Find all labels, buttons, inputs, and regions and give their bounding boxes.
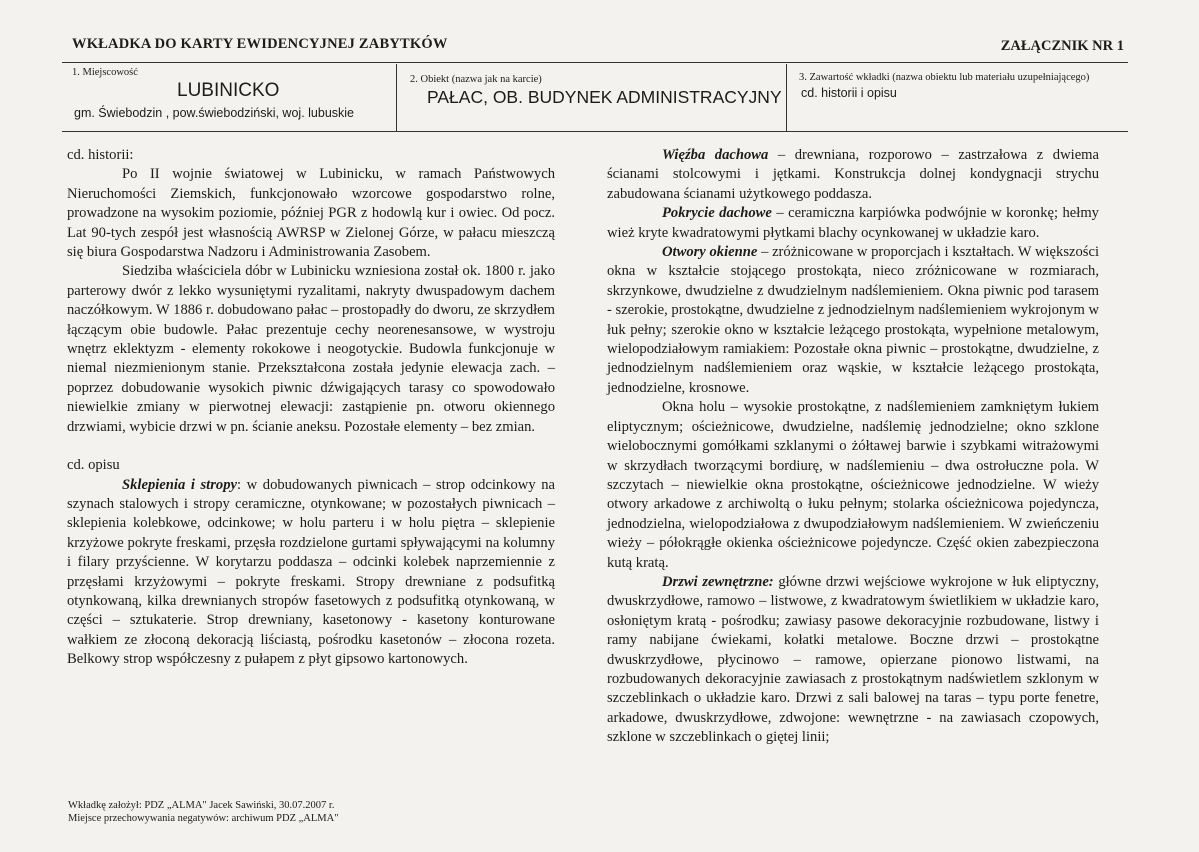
windows-text: – zróżnicowane w proporcjach i kształtach. W większości okna w kształcie stojącego prostokąta, nieco zróżnicowane w rozmiarach, skrzynkowe, dwudzielne z dwudzielnym nadślemieniem. Okna piwnic pod tarasem - szerokie, prostokątne, dwudzielne z jednodzielnym nadślemieniem wykrojonym w łuk pełny; szerokie okno w kształcie leżącego prostokąta, wypełnione metalowym, wielopodziałowym ramiakiem: Pozostałe okna piwnic – prostokątne, dwudzielne, z jednodzielnym nadślemieniem oraz wąskie, w kształcie leżącego prostokąta, jednodzielne, krosnowe. <box>607 244 1099 396</box>
box-divider-2 <box>786 64 787 132</box>
insert-content: cd. historii i opisu <box>801 86 897 100</box>
box3-caption: 3. Zawartość wkładki (nazwa obiektu lub materiału uzupełniającego) <box>799 72 1090 83</box>
header-bottom-rule <box>62 131 1128 132</box>
box2-caption: 2. Obiekt (nazwa jak na karcie) <box>410 74 542 85</box>
roofing-heading: Pokrycie dachowe <box>662 205 772 222</box>
windows-heading: Otwory okienne <box>662 244 758 261</box>
doors-heading: Drzwi zewnętrzne: <box>662 573 774 590</box>
history-paragraph-2: Siedziba właściciela dóbr w Lubinicku wzniesiona został ok. 1800 r. jako parterowy dwór z lekko wysuniętymi ryzalitami, nakryty dwuspadowym dachem naczółkowym. W 1886 r. dobudowano pałac – prostopadły do dworu, ze skrzydłem łączącym obie budowle. Pałac prezentuje cechy neorenesansowe, w wystroju wnętrz eklektyzm - elementy rokokowe i neogotyckie. Budowla funkcjonuje w niemal niezmienionym stanie. Przekształcona została jedynie elewacja zach. – poprzez dobudowanie wysokich piwnic dźwigających tarasy co spowodowało niewielkie zmiany w pierwotnej elewacji: zastąpienie pn. otworu okiennego drzwiami, wybicie drzwi w pn. ścianie aneksu. Pozostałe elementy – bez zmian. <box>67 263 555 435</box>
doors-text: główne drzwi wejściowe wykrojone w łuk eliptyczny, dwuskrzydłowe, ramowo – listwowe, z kwadratowym świetlikiem w układzie karo, osłoniętym kratą - pośrodku; zawiasy pasowe dekoracyjnie rozbudowane, listwy i ramy nabijane ćwiekami, kołatki metalowe. Boczne drzwi – prostokątne dwuskrzydłowe, płycinowo – ramowe, opierzane pionowo listwami, na rozbudowanych dekoracyjnie zawiasach z prostokątnym nadświetlem szklonym w szczeblinkach o układzie karo. Drzwi z sali balowej na taras – typu porte fenetre, arkadowe, dwuskrzydłowe, zdwojone: wewnętrzne - na zawiasach czopowych, szklone w szczeblinkach o giętej linii; <box>607 573 1100 746</box>
roof-truss-text: – drewniana, rozporowo – zastrzałowa z dwiema ścianami stolcowymi i jętkami. Konstrukcja dolnej kondygnacji strychu zabudowana ścianami użytkowego poddasza. <box>607 147 1099 202</box>
roof-truss-heading: Więźba dachowa <box>662 147 769 163</box>
footer-archive: Miejsce przechowywania negatywów: archiwum PDZ „ALMA" <box>68 813 339 824</box>
vaults-heading: Sklepienia i stropy <box>122 476 237 493</box>
box1-caption: 1. Miejscowość <box>72 67 138 78</box>
locality-name: LUBINICKO <box>177 80 280 101</box>
box-divider-1 <box>396 64 397 132</box>
footer-author: Wkładkę założył: PDZ „ALMA" Jacek Sawiński, 30.07.2007 r. <box>68 800 335 811</box>
hall-windows-paragraph: Okna holu – wysokie prostokątne, z nadślemieniem zamkniętym łukiem eliptycznym; ościeżnicowe, dwudzielne, nadślemię jednodzielne; okno szklone wielobocznymi gomółkami szklanymi o żółtawej barwie i szybkami witrażowymi w skrzydłach tworzącymi bordiurę, w nadślemieniu – dwa ostrołuczne pola. W szczytach – niewielkie okna prostokątne, ościeżnicowe jednodzielne. W wieży otwory arkadowe z archiwoltą o łuku pełnym; stolarka ościeżnicowa pojedyncza, jednodzielna, wielopodziałowa z dwupodziałowym nadślemieniem. W zwieńczeniu wieży – półokrągłe okienka ościeżnicowe pojedyncze. Część okien zabezpieczona kutą kratą. <box>607 399 1099 571</box>
history-heading: cd. historii: <box>67 147 134 163</box>
roofing-paragraph <box>607 204 1099 243</box>
vaults-paragraph <box>67 476 555 670</box>
left-column <box>67 146 555 670</box>
doors-paragraph <box>607 573 1099 748</box>
locality-subtitle: gm. Świebodzin , pow.świebodziński, woj. lubuskie <box>74 106 354 120</box>
roof-truss-paragraph <box>607 146 1099 204</box>
appendix-label: ZAŁĄCZNIK NR 1 <box>1000 38 1124 54</box>
object-name: PAŁAC, OB. BUDYNEK ADMINISTRACYJNY <box>427 87 782 107</box>
windows-paragraph <box>607 243 1099 398</box>
document-title: WKŁADKA DO KARTY EWIDENCYJNEJ ZABYTKÓW <box>72 36 448 52</box>
history-paragraph-1: Po II wojnie światowej w Lubinicku, w ramach Państwowych Nieruchomości Ziemskich, funkcjonowało wzorcowe gospodarstwo rolne, prowadzone na wysokim poziomie, później PGR z hodowlą kur i owiec. Od pocz. Lat 90-tych zespół jest własnością AWRSP w Zielonej Górze, w pałacu mieszczą się biura Gospodarstwa Nadzoru i Administrowania Zasobem. <box>67 166 555 261</box>
vaults-text: : w dobudowanych piwnicach – strop odcinkowy na szynach stalowych i stropy ceramiczne, otynkowane; w pozostałych piwnicach – sklepienia kolebkowe, odcinkowe; w holu parteru i w holu piętra – sklepienie krzyżowe pokryte freskami, przęsła rozdzielone gurtami spływającymi na kolumny i filary przyścienne. W korytarzu poddasza – odcinki kolebek naprzemiennie z przęsłami krzyżowymi – pokryte freskami. Stropy drewniane z podsufitką otynkowaną, kilka drewnianych stropów fasetowych z podsufitką otynkowaną, w części – sztukaterie. Strop drewniany, kasetonowy - kasetony konturowane wałkiem ze złoconą dekoracją liściastą, pośrodku kasetonów – złocona rozeta. Belkowy strop współczesny z pułapem z płyt gipsowo kartonowych. <box>67 476 556 668</box>
description-heading: cd. opisu <box>67 457 120 474</box>
right-column <box>607 146 1099 748</box>
header-top-rule <box>62 62 1128 63</box>
roofing-text: – ceramiczna karpiówka podwójnie w koronkę; hełmy wież kryte kwadratowymi płytkami blachy ocynkowanej w układzie karo. <box>607 205 1099 241</box>
